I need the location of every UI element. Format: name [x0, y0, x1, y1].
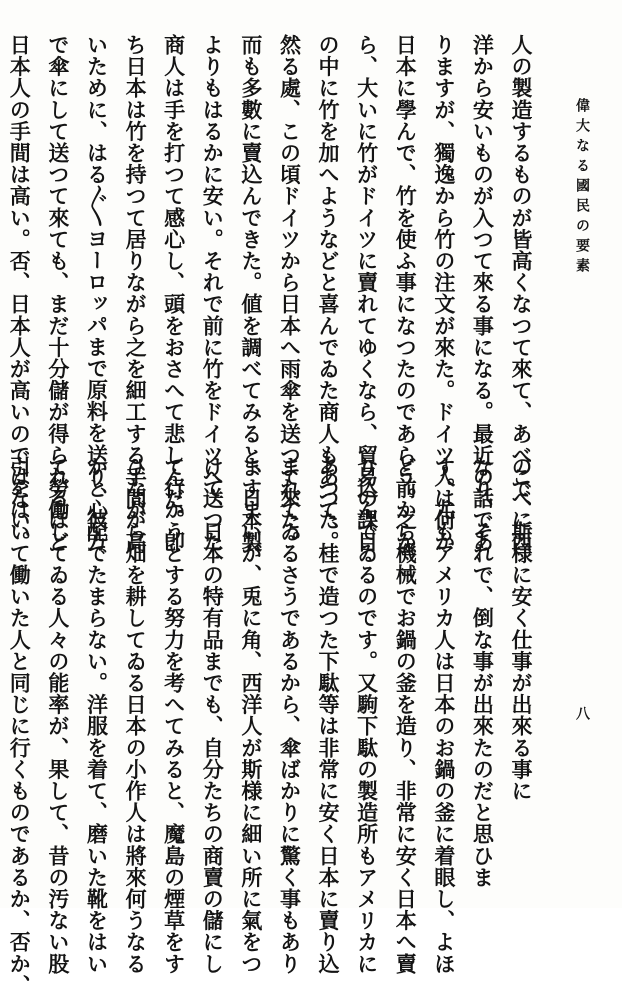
text-line: よりもはるかに安い。それで前に竹をドイツへ送つた	[200, 34, 226, 553]
text-line: まれてゐるさうであるから、傘ばかりに驚く事もあり	[277, 456, 303, 975]
text-line: 然る處、この頃ドイツから日本へ雨傘を送つて來た。	[277, 34, 303, 553]
text-line: かと心配でたまらない。洋服を着て、磨いた靴をはい	[84, 456, 110, 975]
text-line: なり、それで、倒な事が出來たのだと思ひま	[470, 456, 496, 888]
text-line: 引をはいて働いた人と同じに行くものであるか、否か、	[7, 456, 33, 996]
text-line: あつて、桂で造つた下駄等は非常に安く日本に賣り込	[316, 456, 342, 975]
running-header-title: 偉大なる國民の要素	[574, 98, 590, 278]
text-line: 人の製造するものが皆高くなつて來て、あべこべに西	[509, 34, 534, 553]
text-line: 日本に學んで、竹を使ふ事になつたのであらう。之か	[393, 34, 419, 553]
text-line: りますが、獨逸から竹の注文が來た。ドイツ人は何か	[431, 34, 457, 553]
text-line: 洋から安いものが入つて來る事になる。最近の話であ	[470, 34, 496, 553]
text-line: ち日本は竹を持つて居りながら之を細工する手間が高	[123, 34, 149, 553]
text-line: て勞働してゐる人々の能率が、果して、昔の汚ない股	[45, 456, 71, 975]
text-line: 日本人の手間は高い。否、日本人が高いのではない。	[7, 34, 33, 553]
text-line: 商人は手を打つて感心し、頭をおさへて悲しんだ。卽	[161, 34, 187, 553]
text-line: で傘にして送つて來ても、まだ十分儲が得られるほど	[45, 34, 71, 553]
text-line: の中に竹を加へようなどと喜んでゐた商人もあつた。	[316, 34, 342, 553]
lower-text-block	[0, 456, 540, 996]
text-line: ら、大いに竹がドイツに賣れてゆくなら、貿易の課目	[354, 34, 380, 553]
text-line: いために、はる〲ヨーロッパまで原料を送り、彼方	[84, 34, 110, 552]
text-line: けて、日本の特有品までも、自分たちの商賣の儲にし	[200, 456, 226, 975]
text-line: て行かうとする努力を考へてみると、魔島の煙草をす	[161, 456, 187, 975]
text-line: す。尤もアメリカ人は日本のお鍋の釜に着眼し、よほ	[431, 456, 457, 975]
page-number: 八	[574, 706, 590, 720]
text-line: ので、斯様に安く仕事が出來る事に	[509, 456, 534, 802]
text-line: ますまいが、兎に角、西洋人が斯様に細い所に氣をつ	[238, 456, 264, 975]
text-line: 而も多數に賣込んできた。値を調べてみると、日本製	[238, 34, 264, 553]
text-line: り込んでゐるのです。又駒下駄の製造所もアメリカに	[354, 456, 380, 975]
text-line: ど前から機械でお鍋の釜を造り、非常に安く日本へ賣	[393, 456, 419, 975]
text-line: ひながら畑を耕してゐる日本の小作人は將來何うなる	[123, 456, 149, 975]
upper-text-block	[0, 34, 540, 553]
